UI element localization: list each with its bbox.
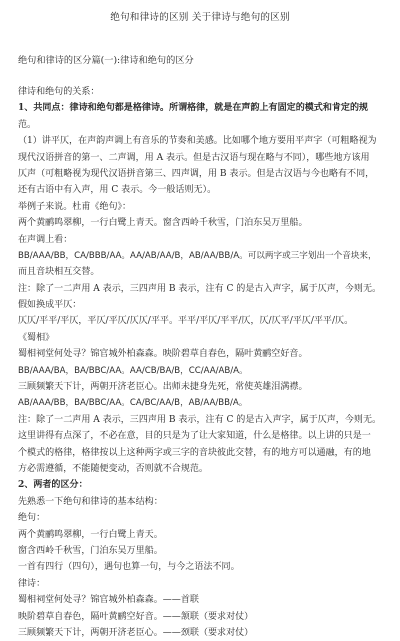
document-title: 绝句和律诗的区别 关于律诗与绝句的区别 xyxy=(110,12,290,23)
text-line: 这里讲得有点深了，不必在意，目的只是为了让大家知道，什么是格律。以上讲的只是一 xyxy=(18,431,371,442)
text-line: 绝句： xyxy=(18,513,46,524)
text-line: 范。 xyxy=(18,119,37,130)
text-line: 《蜀相》 xyxy=(18,332,55,343)
text-line: 一首有四行（四句），遇句也算一句，与今之语法不同。 xyxy=(18,562,240,573)
text-line: 两个黄鹂鸣翠柳，一行白鹭上青天。 xyxy=(18,529,163,540)
text-line: 三顾频繁天下计，两朝开济老臣心。——颈联（要求对仗） xyxy=(18,627,254,638)
text-line: 仄声（可粗略视为现代汉语拼音第三、四声调，用 B 表示。但是古汉语与今也略有不同， xyxy=(18,168,375,179)
text-line: （1）讲平仄，在声韵声调上有音乐的节奏和美感。比如哪个地方要用平声字（可粗略视为 xyxy=(18,136,377,147)
text-line: 在声调上看： xyxy=(18,234,73,245)
text-line: 三顾频繁天下计，两朝开济老臣心。出师未捷身先死，常使英雄泪满襟。 xyxy=(18,382,308,393)
text-line: 现代汉语拼音的第一、二声调，用 A 表示。但是古汉语与现在略与不同），哪些地方该用 xyxy=(18,152,370,163)
text-line: 仄仄/平平/平仄，平仄/平仄/仄仄/平平。平平/平仄/平平/仄，仄/仄平/平仄/平平/仄。 xyxy=(18,316,354,327)
text-line: 而且音块相互交替。 xyxy=(18,267,100,278)
text-line: BB/AAA/BA，BA/BBC/AA。AA/CB/BA/B，CC/AA/AB/A。 xyxy=(18,365,248,376)
section-subtitle: 绝句和律诗的区分篇(一):律诗和绝句的区分 xyxy=(18,55,194,66)
text-line: BB/AAA/BB，CA/BBB/AA。AA/AB/AA/B，AB/AA/BB/A。可以两字或三字划出一个音块来， xyxy=(18,250,377,261)
text-line: 注：除了一二声用 A 表示，三四声用 B 表示，注有 C 的是古入声字，属于仄声，今则无。 xyxy=(18,283,382,294)
document-body xyxy=(18,84,390,641)
text-line: 律诗： xyxy=(18,578,46,589)
text-line: 律诗和绝句的关系： xyxy=(18,87,100,97)
text-line: 窗含西岭千秋雪，门泊东吴万里船。 xyxy=(18,545,163,556)
text-line: 2、两者的区分： xyxy=(18,480,88,491)
text-line: 蜀相祠堂何处寻？锦官城外柏森森。——首联 xyxy=(18,595,199,606)
text-line: 假如换成平仄： xyxy=(18,300,82,311)
text-line: 注：除了一二声用 A 表示，三四声用 B 表示，注有 C 的是古入声字，属于仄声，今则无。 xyxy=(18,414,382,425)
text-line: 蜀相祠堂何处寻？锦官城外柏森森。映阶碧草自春色，隔叶黄鹂空好音。 xyxy=(18,349,308,360)
text-line: 两个黄鹂鸣翠柳，一行白鹭上青天。窗含西岭千秋雪，门泊东吴万里船。 xyxy=(18,218,308,229)
text-line: 1、共同点：律诗和绝句都是格律诗。所谓格律，就是在声韵上有固定的模式和肯定的规 xyxy=(18,103,369,114)
text-line: 方必需遵循，不能随便变动，否则就不合规范。 xyxy=(18,463,208,474)
text-line: 还有古语中有入声，用 C 表示。今一般话则无）。 xyxy=(18,185,217,196)
text-line: 先熟悉一下绝句和律诗的基本结构： xyxy=(18,496,163,507)
text-line: AB/AAA/BB，BA/BBC/AA。CA/BC/AA/B，AB/AA/BB/A。 xyxy=(18,398,248,409)
text-line: 映阶碧草自春色，隔叶黄鹂空好音。——颔联（要求对仗） xyxy=(18,611,254,622)
text-line: 个模式的格律，格律按以上这种两字或三字的音块彼此交替，有的地方可以通融，有的地 xyxy=(18,447,371,458)
text-line: 举例子来说。杜甫《绝句》： xyxy=(18,201,132,212)
